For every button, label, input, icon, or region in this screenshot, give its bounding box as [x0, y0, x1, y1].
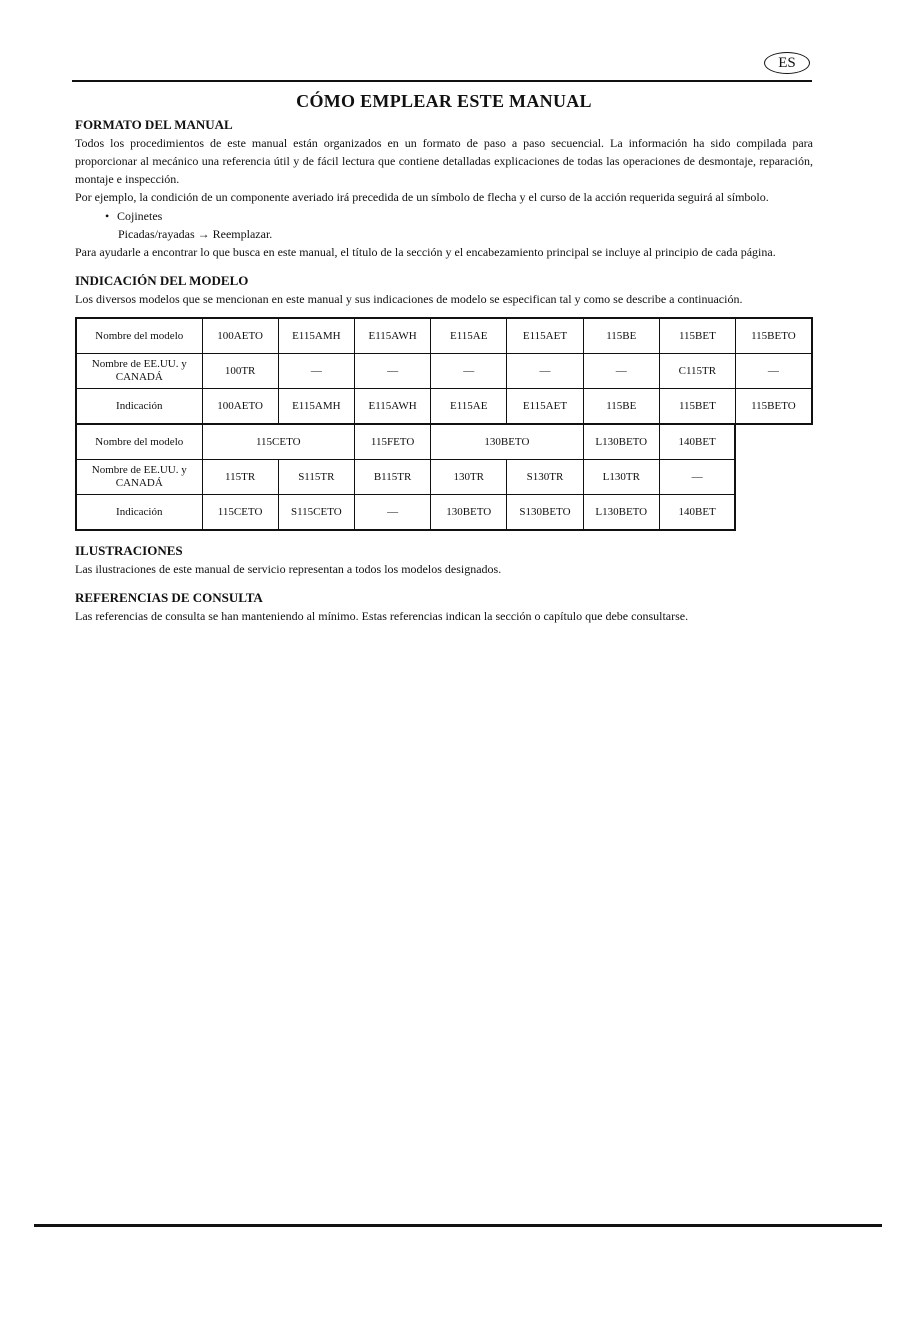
- table-cell: S115CETO: [278, 495, 354, 531]
- table-cell: 140BET: [659, 495, 735, 531]
- table-cell: 130BETO: [431, 424, 583, 460]
- heading-referencias: REFERENCIAS DE CONSULTA: [75, 590, 263, 605]
- table-blank: [735, 495, 812, 531]
- row-label-model: Nombre del modelo: [76, 318, 202, 354]
- table-cell: 115CETO: [202, 424, 354, 460]
- table-row: [76, 424, 812, 460]
- table-cell: —: [431, 354, 507, 389]
- table-row: [76, 318, 812, 354]
- row-label-indication: Indicación: [76, 495, 202, 531]
- table-row: [76, 495, 812, 531]
- table-cell: 115BE: [583, 389, 659, 425]
- table-cell: —: [354, 354, 430, 389]
- language-badge: ES: [764, 52, 810, 74]
- model-table: [75, 317, 813, 531]
- table-cell: 115BETO: [735, 318, 812, 354]
- table-row: [76, 354, 812, 389]
- table-cell: 115BET: [659, 318, 735, 354]
- table-cell: L130BETO: [583, 424, 659, 460]
- table-cell: 115CETO: [202, 495, 278, 531]
- table-cell: S115TR: [278, 460, 354, 495]
- table-cell: E115AMH: [278, 318, 354, 354]
- table-cell: 115FETO: [354, 424, 430, 460]
- table-cell: L130TR: [583, 460, 659, 495]
- example-bullet-list: [105, 207, 813, 225]
- paragraph-referencias: Las referencias de consulta se han manteniendo al mínimo. Estas referencias indican la sección o capítulo que debe consultarse.: [75, 609, 689, 623]
- table-cell: E115AWH: [354, 318, 430, 354]
- row-label-indication: Indicación: [76, 389, 202, 425]
- table-cell: S130TR: [507, 460, 583, 495]
- table-blank: [735, 460, 812, 495]
- table-cell: E115AET: [507, 389, 583, 425]
- page-content: [75, 88, 813, 625]
- paragraph-formato-2: Por ejemplo, la condición de un componente averiado irá precedida de un símbolo de flecha y el curso de la acción requerida seguirá al símbolo.: [75, 190, 769, 204]
- table-cell: 115BET: [659, 389, 735, 425]
- table-cell: E115AE: [431, 318, 507, 354]
- table-cell: 130BETO: [431, 495, 507, 531]
- paragraph-ilustraciones: Las ilustraciones de este manual de servicio representan a todos los modelos designados.: [75, 562, 502, 576]
- row-label-usa: Nombre de EE.UU. y CANADÁ: [76, 460, 202, 495]
- table-cell: —: [278, 354, 354, 389]
- table-cell: B115TR: [354, 460, 430, 495]
- bottom-rule: [34, 1224, 882, 1227]
- table-cell: L130BETO: [583, 495, 659, 531]
- table-cell: E115AET: [507, 318, 583, 354]
- table-cell: S130BETO: [507, 495, 583, 531]
- bullet-subtext: Picadas/rayadas → Reemplazar.: [118, 227, 273, 241]
- top-rule: [72, 80, 812, 82]
- table-cell: —: [659, 460, 735, 495]
- table-cell: —: [507, 354, 583, 389]
- table-cell: —: [735, 354, 812, 389]
- table-cell: 100TR: [202, 354, 278, 389]
- row-label-model: Nombre del modelo: [76, 424, 202, 460]
- table-cell: E115AWH: [354, 389, 430, 425]
- table-cell: 115TR: [202, 460, 278, 495]
- paragraph-indicacion: Los diversos modelos que se mencionan en este manual y sus indicaciones de modelo se especifican tal y como se describe a continuación.: [75, 292, 743, 306]
- table-row: [76, 460, 812, 495]
- heading-ilustraciones: ILUSTRACIONES: [75, 543, 183, 558]
- paragraph-formato-1: Todos los procedimientos de este manual están organizados en un formato de paso a paso secuencial. La información ha sido compilada para proporcionar al mecánico una referencia útil y de fácil lectura que contiene detalladas explicaciones de todas las operaciones de desmontaje, reparación, montaje e inspección.: [75, 136, 813, 186]
- table-row: [76, 389, 812, 425]
- table-cell: E115AMH: [278, 389, 354, 425]
- table-blank: [735, 424, 812, 460]
- paragraph-formato-3: Para ayudarle a encontrar lo que busca en este manual, el título de la sección y el encabezamiento principal se incluye al principio de cada página.: [75, 245, 776, 259]
- table-cell: 100AETO: [202, 318, 278, 354]
- table-cell: 115BETO: [735, 389, 812, 425]
- row-label-usa: Nombre de EE.UU. y CANADÁ: [76, 354, 202, 389]
- heading-formato: FORMATO DEL MANUAL: [75, 117, 233, 132]
- table-cell: 130TR: [431, 460, 507, 495]
- table-cell: —: [354, 495, 430, 531]
- table-cell: 115BE: [583, 318, 659, 354]
- table-cell: —: [583, 354, 659, 389]
- table-cell: 140BET: [659, 424, 735, 460]
- table-cell: C115TR: [659, 354, 735, 389]
- page-title: CÓMO EMPLEAR ESTE MANUAL: [296, 91, 592, 111]
- table-cell: E115AE: [431, 389, 507, 425]
- bullet-item: • Cojinetes: [105, 207, 813, 225]
- table-cell: 100AETO: [202, 389, 278, 425]
- heading-indicacion: INDICACIÓN DEL MODELO: [75, 273, 249, 288]
